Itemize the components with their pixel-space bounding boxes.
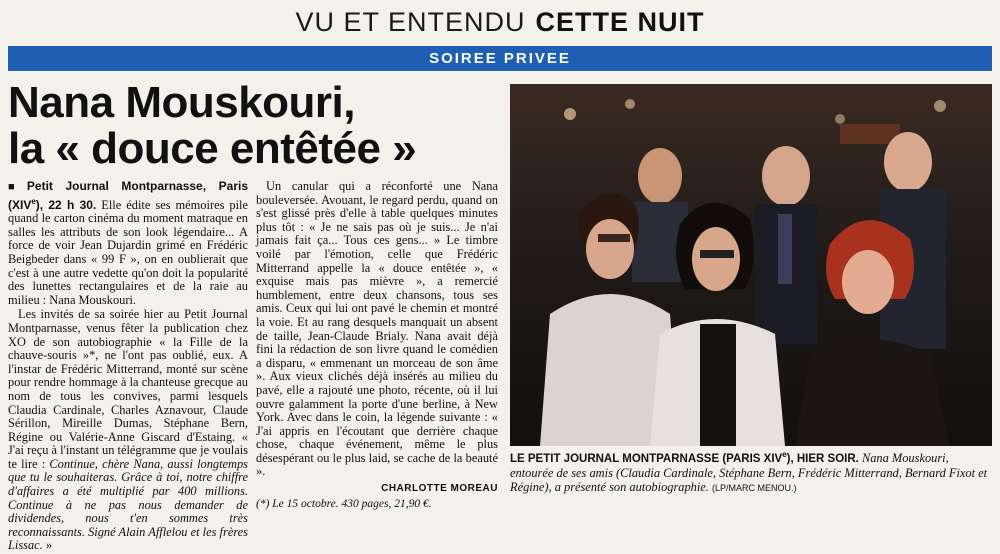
article-paragraph-1-text: Elle édite ses mémoires pile quand le carton cinéma du moment matraque en salles les attributs de son look légendaire... A force de voir Jean Dujardin grimé en Frédéric Beigbeder dans « 99 F », on en oublierait que c'est à une autre vedette qu'on doit la popularité des lunettes rectangulaires et de la raie au milieu : Nana Mouskouri. xyxy=(8,197,248,307)
square-bullet-icon: ■ xyxy=(8,181,24,193)
group-photo-icon xyxy=(510,84,992,446)
photo-caption xyxy=(510,448,992,495)
author-signature: CHARLOTTE MOREAU xyxy=(381,483,498,495)
masthead-section: VU ET ENTENDU xyxy=(295,7,526,37)
caption-lead: LE PETIT JOURNAL MONTPARNASSE (PARIS XIVe), HIER SOIR. xyxy=(510,450,859,465)
footnote: (*) Le 15 octobre. 430 pages, 21,90 €. xyxy=(256,497,432,510)
telegram-quote: Continue, chère Nana, aussi longtemps que tu le souhaiteras. Grâce à toi, notre chiffre d'affaires a été multiplié par 400 millions. Continue à ne pas nous demander de dividendes, nous t'en sommes très reconnaissants. Signé Alain Afflelou et les frères Lissac. xyxy=(8,456,249,553)
article-column-2 xyxy=(256,180,498,511)
article-paragraph-2: Les invités de sa soirée hier au Petit Journal Montparnasse, venus fêter la publication chez XO de son autobiographie « la Fille de la chauve-souris »*, ne l'ont pas oublié, eux. A l'instar de Frédéric Mitterrand, monté sur scène pour rendre hommage à la chanteuse grecque au nom de tous les convives, parmi lesquels Claudia Cardinale, Charles Aznavour, Claude Sérillon, Mireille Dumas, Stéphane Bern, Régine ou Valérie-Anne Giscard d'Estaing. « J'ai reçu à l'instant un télégramme que je voulais te lire : Continue, chère Nana, aussi longtemps que tu le souhaiteras. Grâce à toi, notre chiffre d'affaires a été multiplié par 400 millions. Continue à ne pas nous demander de dividendes, nous t'en sommes très reconnaissants. Signé Alain Afflelou et les frères Lissac. » xyxy=(8,307,249,553)
article-paragraph-3: Un canular qui a réconforté une Nana bouleversée. Avouant, le regard perdu, quand on s'est glissé près d'elle à table quelques minutes plus tôt : « Je ne sais pas où je suis... Je n'ai jamais fait ça... Tous ces gens... » Le timbre voilé par l'émotion, celle que Frédéric Mitterrand appelle la « douce entêtée », « exquise mais pas mièvre », a remercié humblement, entre deux chansons, tous ses amis. Ceux qui lui ont pavé le chemin et montré la voie. Et au rang desquels manquait un absent de taille, Jean-Claude Brialy. Nana avait déjà fini la rédaction de son livre quand le comédien a disparu, « emmenant un morceau de son âme ». Aux vieux clichés déjà insérés au milieu du pavé, elle a rajouté une photo, récente, où il lui ouvre galamment la porte d'une berline, à New York. Avec dans le coin, la légende suivante : « J'ai appris en l'écoutant que derrière chaque chose, chaque événement, même le plus désespérant ou le plus laid, se cache de la beauté ». xyxy=(256,179,498,479)
rubric-banner: SOIREE PRIVEE xyxy=(8,46,992,71)
article-lead: Petit Journal Montparnasse, Paris (XIVe), 22 h 30. xyxy=(8,179,248,212)
headline-line-1: Nana Mouskouri, xyxy=(8,78,355,127)
article-column-1 xyxy=(8,180,248,554)
photo-credit: (LP/MARC MENOU.) xyxy=(712,482,797,493)
group-photo xyxy=(510,84,992,446)
headline-line-2: la « douce entêtée » xyxy=(8,124,417,173)
masthead-title: CETTE NUIT xyxy=(535,7,705,37)
article-paragraph-1 xyxy=(8,180,248,307)
headline xyxy=(8,80,508,172)
masthead xyxy=(0,0,1000,44)
caption-text: Nana Mouskouri, entourée de ses amis (Claudia Cardinale, Stéphane Bern, Frédéric Mitterrand, Bernard Fixot et Régine), a présenté son autobiographie. xyxy=(510,450,988,494)
